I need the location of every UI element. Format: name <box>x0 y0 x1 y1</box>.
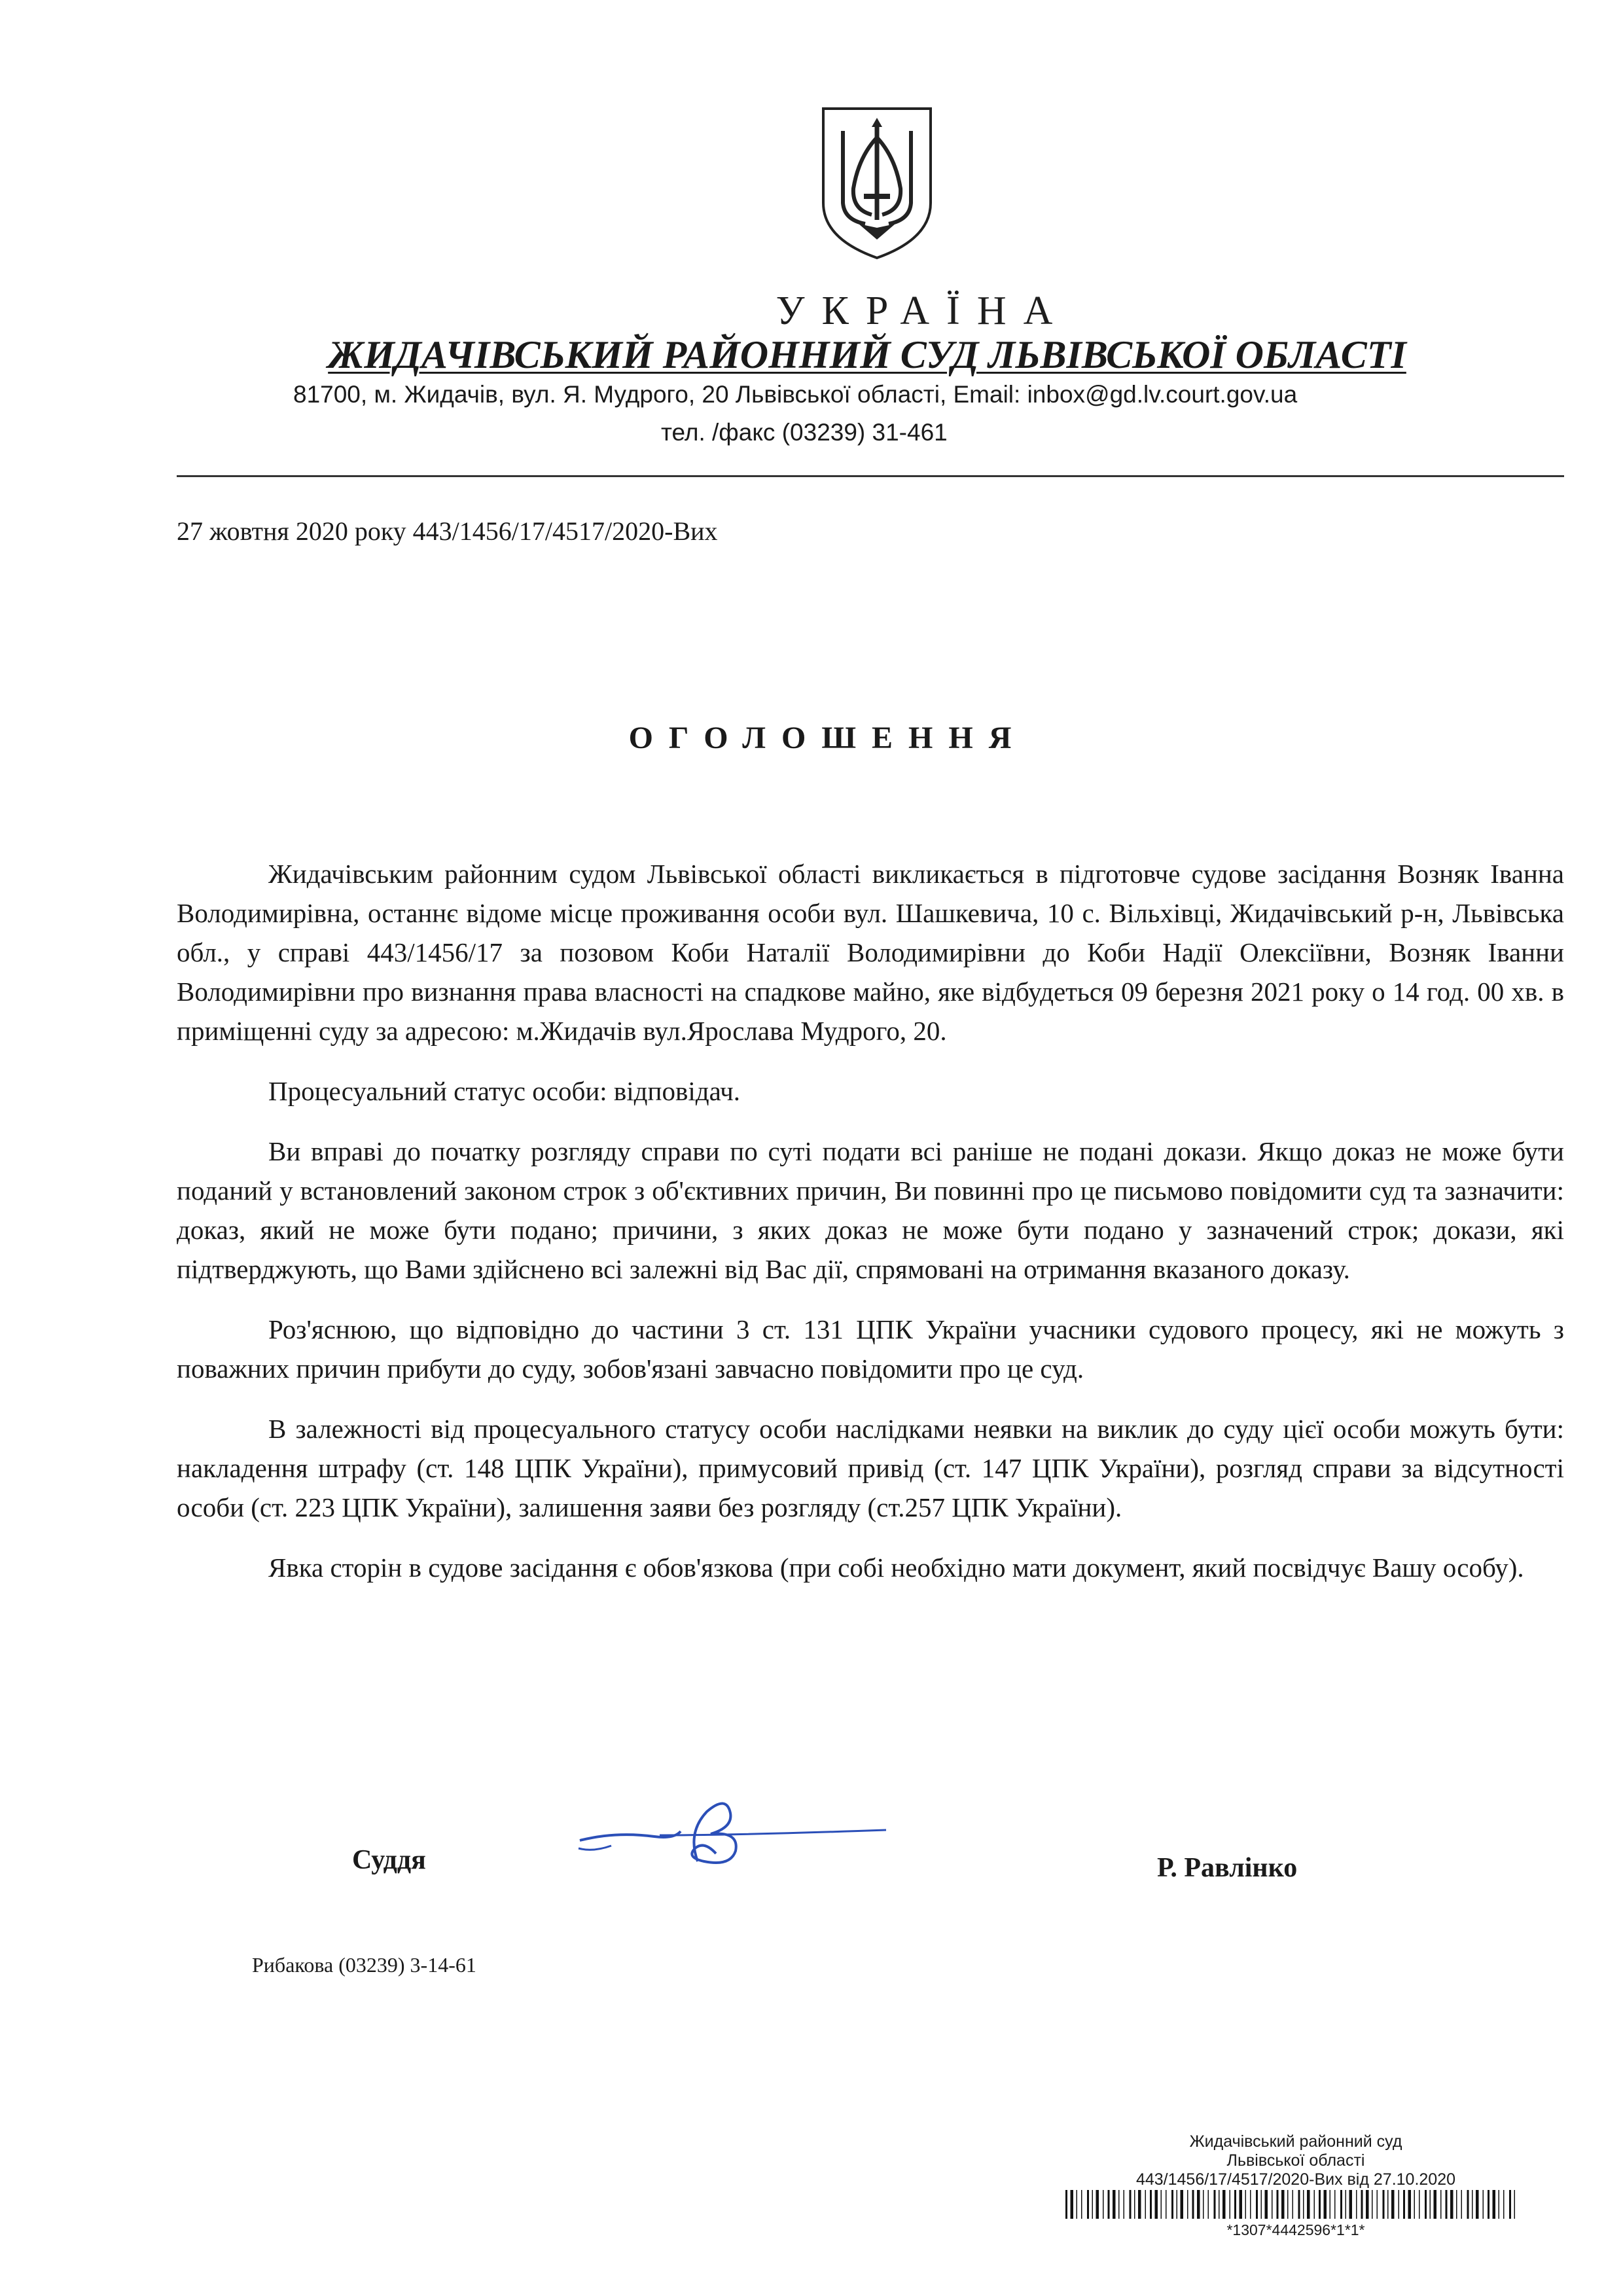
header-divider <box>177 475 1564 477</box>
barcode-bar <box>1340 2190 1342 2219</box>
paragraph-consequences: В залежності від процесуального статусу особи наслідками неявки на виклик до суду цієї особи можуть бути: накладення штрафу (ст. 148 ЦПК України), примусовий привід (ст. 147 ЦПК України), розгляд справи за відсутності особи (ст. 223 ЦПК України), залишення заяви без розгляду (ст.257 ЦПК України). <box>177 1414 1564 1522</box>
barcode-bar <box>1145 2190 1147 2219</box>
paragraph-evidence: Ви вправі до початку розгляду справи по суті подати всі раніше не подані докази. Якщо доказ не може бути поданий у встановлений законом строк з об'єктивних причин, Ви повинні про це письмово повідомити суд та зазначити: доказ, який не може бути подано; причини, з яких доказ не може бути подано у зазначений строк; докази, які підтверджують, що Вами здійснено всі залежні від Вас дії, спрямовані на отримання вказаного доказу. <box>177 1136 1564 1284</box>
barcode-bar <box>1503 2190 1505 2219</box>
barcode-bar <box>1419 2190 1420 2219</box>
barcode-bar <box>1377 2190 1378 2219</box>
barcode-bar <box>1461 2190 1463 2219</box>
barcode-bar <box>1414 2190 1416 2219</box>
barcode-bar <box>1197 2190 1200 2219</box>
barcode-bar <box>1467 2190 1469 2219</box>
stamp-line-reference: 443/1456/17/4517/2020-Вих від 27.10.2020 <box>1135 2170 1456 2189</box>
barcode-bar <box>1349 2190 1353 2219</box>
barcode-bar <box>1150 2190 1152 2219</box>
barcode-bar <box>1134 2190 1135 2219</box>
barcode-bar <box>1245 2190 1247 2219</box>
barcode-bar <box>1138 2190 1141 2219</box>
barcode-bar <box>1483 2190 1484 2219</box>
barcode-bar <box>1187 2190 1188 2219</box>
barcode-bar <box>1281 2190 1285 2219</box>
stamp-line-court: Жидачівський районний суд <box>1189 2132 1402 2151</box>
barcode-bar <box>1265 2190 1268 2219</box>
stamp-line-region: Львівської області <box>1226 2151 1365 2170</box>
court-phone: тел. /факс (03239) 31-461 <box>661 419 948 446</box>
barcode-bar <box>1472 2190 1473 2219</box>
barcode-bar <box>1303 2190 1304 2219</box>
paragraph-status: Процесуальний статус особи: відповідач. <box>268 1076 741 1106</box>
barcode-bar <box>1272 2190 1273 2219</box>
barcode-bar <box>1493 2190 1496 2219</box>
barcode-bar <box>1077 2190 1078 2219</box>
barcode-bar <box>1387 2190 1389 2219</box>
coat-of-arms-icon <box>818 105 936 262</box>
court-address: 81700, м. Жидачів, вул. Я. Мудрого, 20 Львівської області, Email: inbox@gd.lv.court.gov.ua <box>293 381 1298 408</box>
judge-signature <box>576 1793 890 1878</box>
barcode-bar <box>1293 2190 1294 2219</box>
barcode-bar <box>1277 2190 1279 2219</box>
barcode-bar <box>1250 2190 1251 2219</box>
barcode-bar <box>1214 2190 1216 2219</box>
document-date-reference: 27 жовтня 2020 року 443/1456/17/4517/2020-Вих <box>177 516 718 546</box>
barcode-bar <box>1356 2190 1357 2219</box>
barcode-bar <box>1192 2190 1194 2219</box>
barcode-bar <box>1287 2190 1289 2219</box>
barcode-bar <box>1366 2190 1369 2219</box>
barcode-bar <box>1166 2190 1167 2219</box>
barcode-bar <box>1361 2190 1363 2219</box>
barcode <box>1065 2190 1517 2219</box>
barcode-bar <box>1208 2190 1209 2219</box>
barcode-bar <box>1425 2190 1427 2219</box>
barcode-bar <box>1446 2190 1448 2219</box>
court-name: ЖИДАЧІВСЬКИЙ РАЙОННИЙ СУД ЛЬВІВСЬКОЇ ОБЛАСТІ <box>328 333 1406 376</box>
barcode-bar <box>1307 2190 1310 2219</box>
barcode-bar <box>1203 2190 1204 2219</box>
barcode-bar <box>1240 2190 1243 2219</box>
barcode-bar <box>1324 2190 1327 2219</box>
barcode-bar <box>1171 2190 1173 2219</box>
paragraph-attendance: Явка сторін в судове засідання є обов'язкова (при собі необхідно мати документ, який посвідчує Вашу особу). <box>268 1552 1524 1583</box>
barcode-bar <box>1087 2190 1089 2219</box>
barcode-bar <box>1383 2190 1385 2219</box>
barcode-bar <box>1071 2190 1074 2219</box>
registration-stamp <box>1060 2132 1531 2189</box>
barcode-number: *1307*4442596*1*1* <box>1226 2221 1365 2238</box>
barcode-bar <box>1081 2190 1082 2219</box>
barcode-bar <box>1103 2190 1104 2219</box>
judge-name: Р. Равлінко <box>1157 1853 1298 1883</box>
barcode-bar <box>1346 2190 1347 2219</box>
barcode-bar <box>1488 2190 1489 2219</box>
barcode-bar <box>1177 2190 1178 2219</box>
barcode-bar <box>1403 2190 1405 2219</box>
barcode-bar <box>1476 2190 1479 2219</box>
barcode-bar <box>1124 2190 1125 2219</box>
paragraph-explanation: Роз'яснюю, що відповідно до частини 3 ст. 131 ЦПК України учасники судового процесу, які не можуть з поважних причин прибути до суду, зобов'язані завчасно повідомити про це суд. <box>177 1314 1564 1384</box>
barcode-bar <box>1514 2190 1516 2219</box>
document-title: ОГОЛОШЕННЯ <box>628 721 1027 755</box>
barcode-bar <box>1155 2190 1158 2219</box>
executor-contact: Рибакова (03239) 3-14-61 <box>252 1953 476 1977</box>
barcode-bar <box>1113 2190 1116 2219</box>
barcode-bar <box>1430 2190 1431 2219</box>
notice-body <box>177 854 1564 1608</box>
barcode-bar <box>1230 2190 1231 2219</box>
judge-role-label: Суддя <box>352 1845 426 1875</box>
barcode-bar <box>1234 2190 1236 2219</box>
barcode-bar <box>1130 2190 1132 2219</box>
barcode-bar <box>1118 2190 1120 2219</box>
barcode-bar <box>1434 2190 1437 2219</box>
barcode-bar <box>1499 2190 1500 2219</box>
barcode-bar <box>1399 2190 1400 2219</box>
barcode-bar <box>1065 2190 1067 2219</box>
barcode-bar <box>1509 2190 1511 2219</box>
barcode-bar <box>1222 2190 1226 2219</box>
barcode-bar <box>1440 2190 1442 2219</box>
country-name: УКРАЇНА <box>776 289 1070 333</box>
barcode-bar <box>1092 2190 1094 2219</box>
barcode-bar <box>1298 2190 1300 2219</box>
barcode-bar <box>1096 2190 1099 2219</box>
barcode-bar <box>1219 2190 1220 2219</box>
barcode-bar <box>1108 2190 1110 2219</box>
barcode-bar <box>1314 2190 1315 2219</box>
barcode-bar <box>1391 2190 1395 2219</box>
paragraph-summons: Жидачівським районним судом Львівської області викликається в підготовче судове засідання Возняк Іванна Володимирівна, останнє відоме місце проживання особи вул. Шашкевича, 10 с. Вільхівці, Жидачівський р-н, Львівська обл., у справі 443/1456/17 за позовом Коби Наталії Володимирівни до Коби Надії Олексіївни, Возняк Іванни Володимирівни про визнання права власності на спадкове майно, яке відбудеться 09 березня 2021 року о 14 год. 00 хв. в приміщенні суду за адресою: м.Жидачів вул.Ярослава Мудрого, 20. <box>177 859 1564 1046</box>
barcode-bar <box>1330 2190 1331 2219</box>
barcode-bar <box>1408 2190 1412 2219</box>
barcode-bar <box>1161 2190 1162 2219</box>
barcode-bar <box>1261 2190 1262 2219</box>
barcode-bar <box>1256 2190 1258 2219</box>
barcode-bar <box>1450 2190 1454 2219</box>
barcode-bar <box>1456 2190 1457 2219</box>
barcode-bar <box>1372 2190 1373 2219</box>
barcode-bar <box>1319 2190 1321 2219</box>
barcode-bar <box>1181 2190 1184 2219</box>
barcode-bar <box>1334 2190 1336 2219</box>
